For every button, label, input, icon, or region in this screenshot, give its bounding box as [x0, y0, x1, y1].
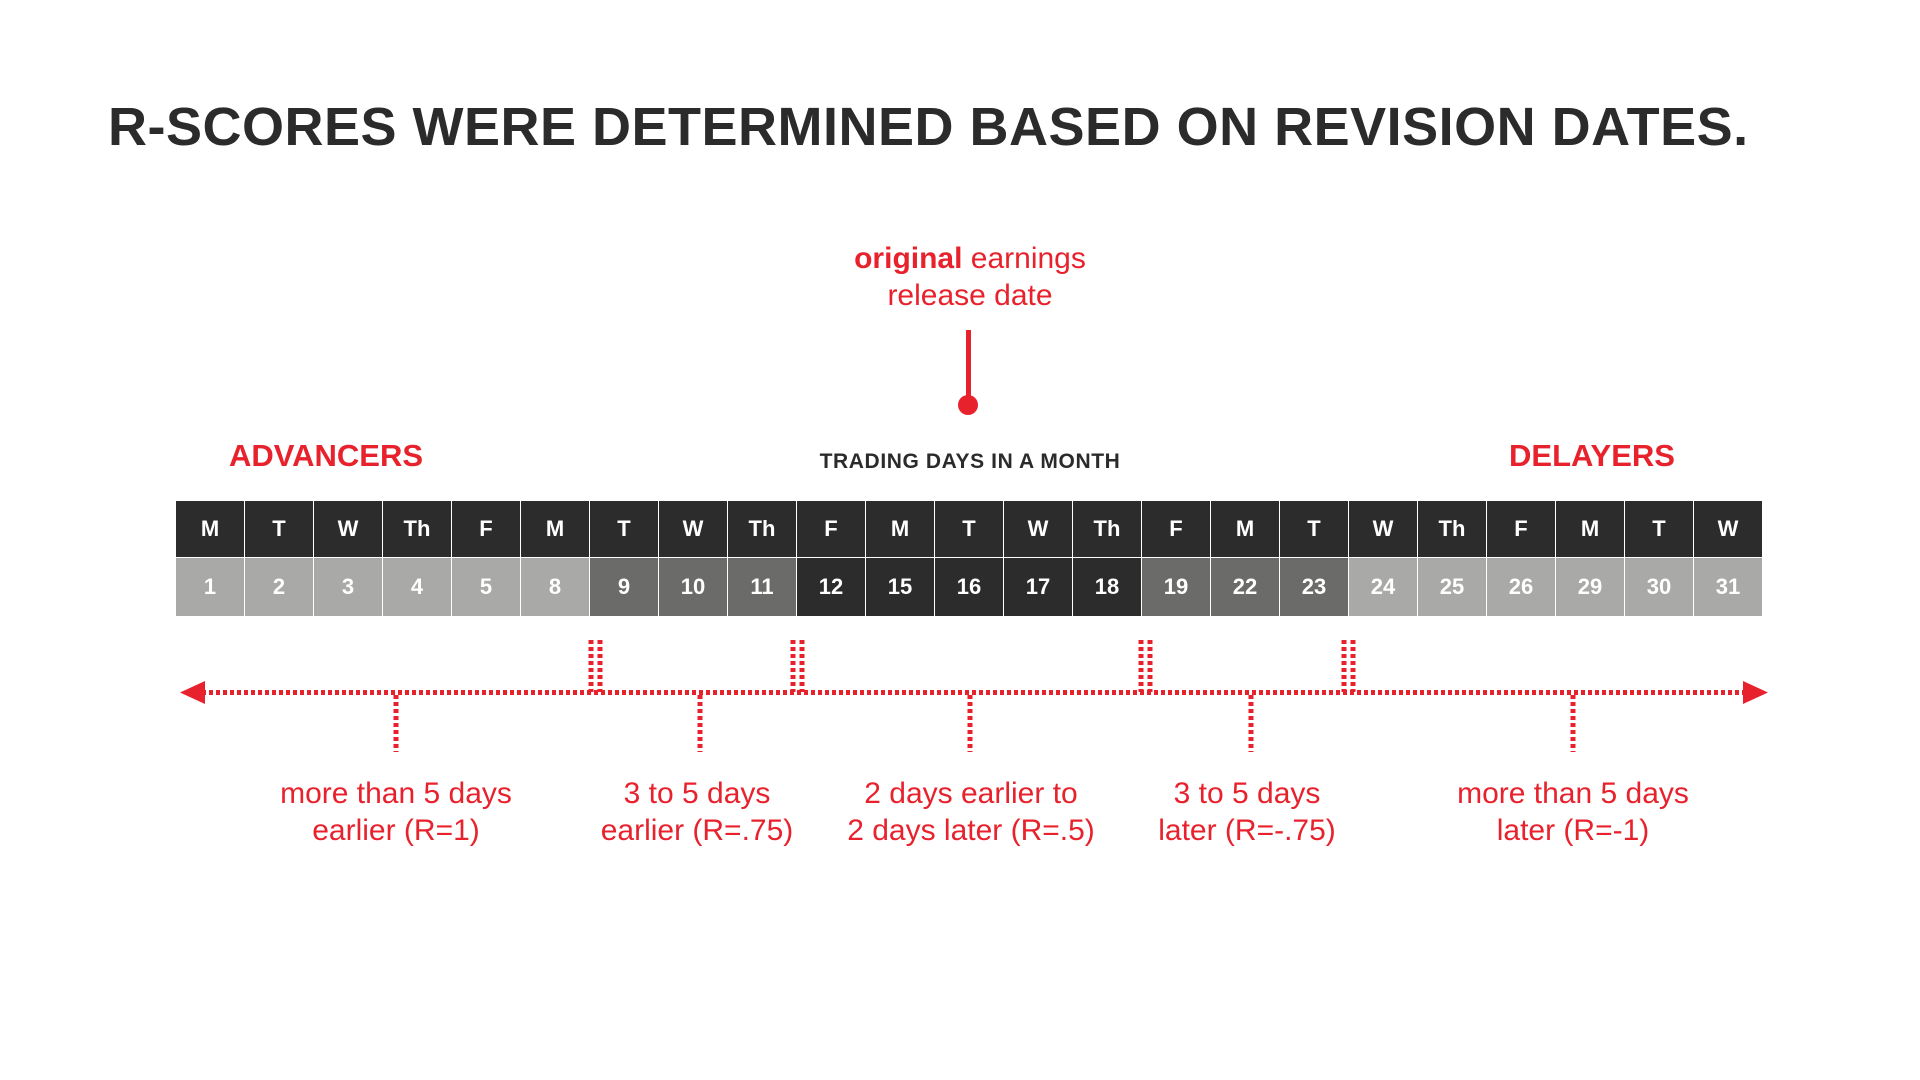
range-label-5-line1: more than 5 days [1457, 777, 1689, 810]
weekday-cell: W [1004, 501, 1072, 557]
date-cell: 31 [1694, 558, 1762, 616]
date-cell: 16 [935, 558, 1003, 616]
date-cell: 4 [383, 558, 451, 616]
range-label-4-line2: later (R=-.75) [1158, 814, 1336, 847]
weekday-cell: T [590, 501, 658, 557]
weekday-cell: F [1142, 501, 1210, 557]
release-date-rest: earnings [962, 242, 1086, 275]
weekday-cell: T [245, 501, 313, 557]
range-label-3-line1: 2 days earlier to [864, 777, 1078, 810]
date-cell: 29 [1556, 558, 1624, 616]
range-label-5 [1423, 775, 1723, 849]
release-date-line2: release date [887, 279, 1053, 312]
weekday-cell: M [866, 501, 934, 557]
arrow-right-head [1743, 681, 1768, 704]
weekday-cell: F [1487, 501, 1555, 557]
range-label-1-line1: more than 5 days [280, 777, 512, 810]
release-date-emphasis: original [854, 242, 963, 275]
date-cell: 26 [1487, 558, 1555, 616]
range-label-1 [246, 775, 546, 849]
weekday-cell: Th [728, 501, 796, 557]
weekday-cell: Th [383, 501, 451, 557]
weekday-cell: M [1211, 501, 1279, 557]
weekday-cell: M [176, 501, 244, 557]
weekday-cell: W [1349, 501, 1417, 557]
page-title: R-SCORES WERE DETERMINED BASED ON REVISION DATES. [108, 97, 1749, 157]
weekday-cell: M [521, 501, 589, 557]
weekday-cell: Th [1418, 501, 1486, 557]
range-label-3 [821, 775, 1121, 849]
date-cell: 10 [659, 558, 727, 616]
date-cell: 3 [314, 558, 382, 616]
date-cell: 11 [728, 558, 796, 616]
date-cell: 30 [1625, 558, 1693, 616]
range-label-3-line2: 2 days later (R=.5) [847, 814, 1095, 847]
range-label-2-line1: 3 to 5 days [623, 777, 771, 810]
weekday-cell: T [1280, 501, 1348, 557]
weekday-cell: T [1625, 501, 1693, 557]
date-cell: 8 [521, 558, 589, 616]
weekday-cell: W [659, 501, 727, 557]
arrow-left-head [180, 681, 205, 704]
date-cell: 22 [1211, 558, 1279, 616]
date-cell: 15 [866, 558, 934, 616]
date-cell: 24 [1349, 558, 1417, 616]
weekday-cell: M [1556, 501, 1624, 557]
range-label-2-line2: earlier (R=.75) [600, 814, 794, 847]
weekday-cell: T [935, 501, 1003, 557]
date-cell: 2 [245, 558, 313, 616]
date-cell: 23 [1280, 558, 1348, 616]
range-label-4 [1097, 775, 1397, 849]
date-cell: 9 [590, 558, 658, 616]
date-cell: 19 [1142, 558, 1210, 616]
date-cell: 5 [452, 558, 520, 616]
weekday-cell: W [1694, 501, 1762, 557]
range-label-5-line2: later (R=-1) [1496, 814, 1650, 847]
range-label-1-line2: earlier (R=1) [312, 814, 480, 847]
weekday-cell: F [452, 501, 520, 557]
weekday-cell: F [797, 501, 865, 557]
date-cell: 18 [1073, 558, 1141, 616]
date-cell: 25 [1418, 558, 1486, 616]
weekday-cell: Th [1073, 501, 1141, 557]
delayers-label: DELAYERS [1509, 438, 1675, 473]
range-label-4-line1: 3 to 5 days [1173, 777, 1321, 810]
date-cell: 1 [176, 558, 244, 616]
date-cell: 12 [797, 558, 865, 616]
date-cell: 17 [1004, 558, 1072, 616]
advancers-label: ADVANCERS [229, 438, 424, 473]
weekday-cell: W [314, 501, 382, 557]
calendar-caption: TRADING DAYS IN A MONTH [819, 450, 1121, 473]
range-label-2 [547, 775, 847, 849]
